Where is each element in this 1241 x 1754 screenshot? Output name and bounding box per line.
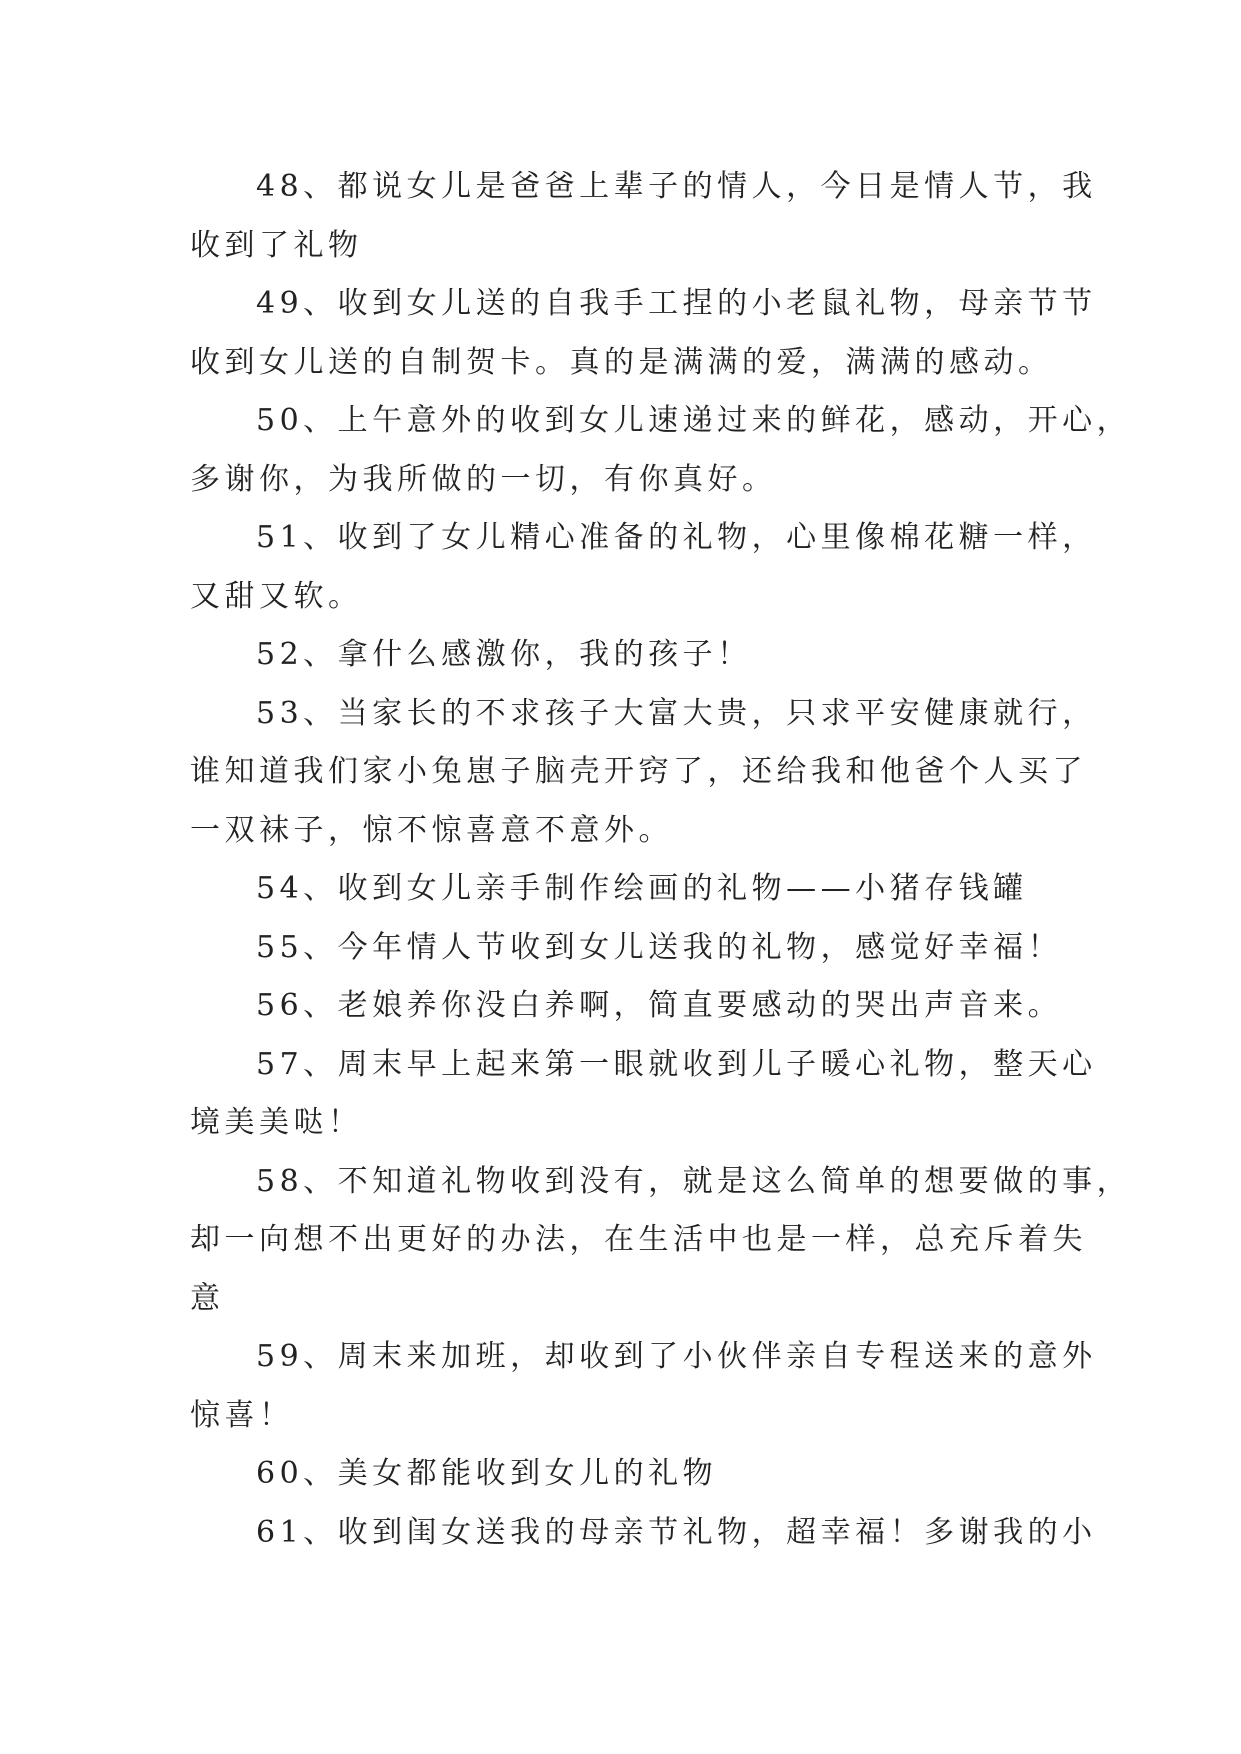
paragraph-56 <box>190 977 1063 1036</box>
paragraph-48 <box>190 158 1097 275</box>
paragraph-59 <box>190 1328 1097 1445</box>
paragraph-49 <box>190 275 1097 392</box>
paragraph-line: 多谢你，为我所做的一切，有你真好。 <box>190 461 777 497</box>
paragraph-line: 59、周末来加班，却收到了小伙伴亲自专程送来的意外 <box>256 1339 1097 1374</box>
paragraph-line: 收到女儿送的自制贺卡。真的是满满的爱，满满的感动。 <box>190 344 1053 380</box>
paragraph-60 <box>190 1445 1060 1504</box>
paragraph-line: 收到了礼物 <box>190 227 363 263</box>
paragraph-55 <box>190 919 1063 978</box>
paragraph-54 <box>190 860 1060 919</box>
paragraph-line: 56、老娘养你没白养啊，简直要感动的哭出声音来。 <box>256 988 1063 1023</box>
paragraph-line: 惊喜！ <box>190 1397 294 1433</box>
paragraph-line: 48、都说女儿是爸爸上辈子的情人，今日是情人节，我 <box>256 169 1097 204</box>
paragraph-line: 60、美女都能收到女儿的礼物 <box>256 1456 718 1491</box>
paragraph-line: 58、不知道礼物收到没有，就是这么简单的想要做的事， <box>256 1163 1132 1199</box>
paragraph-line: 境美美哒！ <box>190 1105 363 1140</box>
paragraph-line: 谁知道我们家小兔崽子脑壳开窍了，还给我和他爸个人买了 <box>190 754 1087 789</box>
paragraph-51 <box>190 509 1097 626</box>
paragraph-line: 55、今年情人节收到女儿送我的礼物，感觉好幸福！ <box>256 929 1063 965</box>
paragraph-53 <box>190 685 1097 861</box>
paragraph-line: 却一向想不出更好的办法，在生活中也是一样，总充斥着失 <box>190 1222 1087 1257</box>
paragraph-line: 51、收到了女儿精心准备的礼物，心里像棉花糖一样， <box>256 520 1097 555</box>
paragraph-line: 57、周末早上起来第一眼就收到儿子暖心礼物，整天心 <box>256 1046 1097 1082</box>
paragraph-58 <box>190 1153 1132 1329</box>
paragraph-52 <box>190 626 1060 685</box>
paragraph-line: 61、收到闺女送我的母亲节礼物，超幸福！多谢我的小 <box>256 1514 1097 1550</box>
paragraph-line: 50、上午意外的收到女儿速递过来的鲜花，感动，开心， <box>256 403 1132 438</box>
paragraph-line: 又甜又软。 <box>190 578 363 614</box>
paragraph-line: 一双袜子，惊不惊喜意不意外。 <box>190 812 673 848</box>
paragraph-50 <box>190 392 1132 509</box>
paragraph-line: 意 <box>190 1280 225 1316</box>
paragraph-line: 52、拿什么感激你，我的孩子！ <box>256 637 752 672</box>
paragraph-61 <box>190 1504 1097 1563</box>
paragraph-line: 49、收到女儿送的自我手工捏的小老鼠礼物，母亲节节 <box>256 286 1097 321</box>
paragraph-57 <box>190 1036 1097 1153</box>
paragraph-line: 53、当家长的不求孩子大富大贵，只求平安健康就行， <box>256 695 1097 731</box>
document-body <box>190 158 1132 1562</box>
paragraph-line: 54、收到女儿亲手制作绘画的礼物——小猪存钱罐 <box>256 871 1028 906</box>
